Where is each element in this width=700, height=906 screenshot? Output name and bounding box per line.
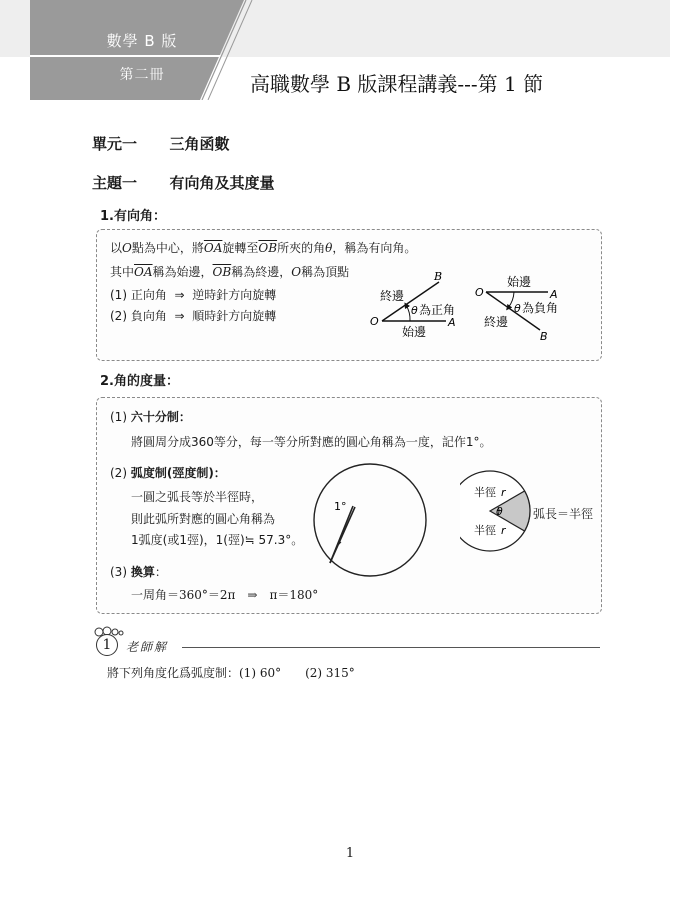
label-O: O (475, 286, 484, 299)
theta-label: θ (496, 505, 503, 518)
topic-name: 有向角及其度量 (169, 174, 275, 192)
conversion-formula: 一周角＝360°＝2π ⇒ π＝180° (131, 588, 319, 602)
example-label: 老師解 (126, 640, 169, 654)
label-A: A (448, 316, 456, 329)
radian-line3: 1弧度(或1弳)，1(弳)≒ 57.3°。 (131, 533, 304, 547)
sexagesimal-heading: (1) 六十分制： (110, 410, 191, 424)
unit-label: 單元一 (92, 135, 138, 153)
example-divider (182, 647, 600, 648)
directed-angle-definition: 以O點為中心，將$\overline{OA}$旋轉至$\overline{OB}$所夾的角θ，稱為有向角。 (110, 241, 417, 255)
negative-angle-diagram (470, 272, 580, 344)
radian-line2: 則此弧所對應的圓心角稱為 (131, 512, 276, 526)
header-volume: 第二冊 (119, 67, 165, 83)
example-number: 1 (96, 634, 118, 656)
radius-top-label: 半徑 (474, 486, 496, 499)
positive-angle-item: (1) 正向角 ⇒ 逆時針方向旋轉 (110, 288, 277, 302)
radian-circle-diagram (460, 466, 538, 556)
radian-heading: (2) 弧度制(弳度制)： (110, 466, 226, 480)
label-O: O (370, 315, 379, 328)
theta-label: θ (411, 304, 418, 317)
sexagesimal-text: 將圓周分成360等分，每一等分所對應的圓心角稱為一度，記作1°。 (131, 435, 492, 449)
positive-angle-label: 為正角 (419, 303, 456, 317)
label-B: B (434, 270, 443, 283)
initial-side-label: 始邊 (402, 325, 427, 339)
header-subject: 數學 B 版 (106, 32, 178, 50)
r-top-label: r (501, 486, 506, 499)
example-problem: 將下列角度化爲弧度制：(1) 60° (2) 315° (107, 666, 355, 680)
initial-side-label: 始邊 (507, 275, 532, 289)
section2-heading: 2.角的度量： (100, 374, 179, 389)
conversion-heading: (3) 換算： (110, 565, 167, 579)
sides-definition: 其中$\overline{OA}$稱為始邊，$\overline{OB}$稱為終邊，O稱為頂點 (110, 265, 350, 279)
negative-angle-item: (2) 負向角 ⇒ 順時針方向旋轉 (110, 309, 277, 323)
section1-heading: 1.有向角： (100, 209, 166, 224)
radius-bottom-label: 半徑 (474, 524, 496, 537)
label-B: B (540, 330, 548, 343)
label-A: A (550, 288, 558, 301)
unit-heading (92, 133, 230, 154)
r-bottom-label: r (501, 524, 506, 537)
unit-name: 三角函數 (169, 135, 230, 153)
page-title: 高職數學 B 版課程講義---第 1 節 (250, 72, 544, 96)
negative-angle-label: 為負角 (522, 301, 559, 315)
radian-line1: 一圓之弧長等於半徑時， (131, 490, 264, 504)
theta-label: θ (514, 302, 521, 315)
topic-heading (92, 172, 275, 193)
terminal-side-label: 終邊 (484, 315, 509, 329)
arc-length-label: 弧長＝半徑 (533, 507, 594, 521)
page-number: 1 (345, 846, 355, 861)
topic-label: 主題一 (92, 174, 138, 192)
degree-circle-diagram (308, 458, 432, 582)
one-degree-label: 1° (334, 500, 347, 513)
terminal-side-label: 終邊 (380, 289, 405, 303)
positive-angle-diagram (366, 266, 476, 342)
